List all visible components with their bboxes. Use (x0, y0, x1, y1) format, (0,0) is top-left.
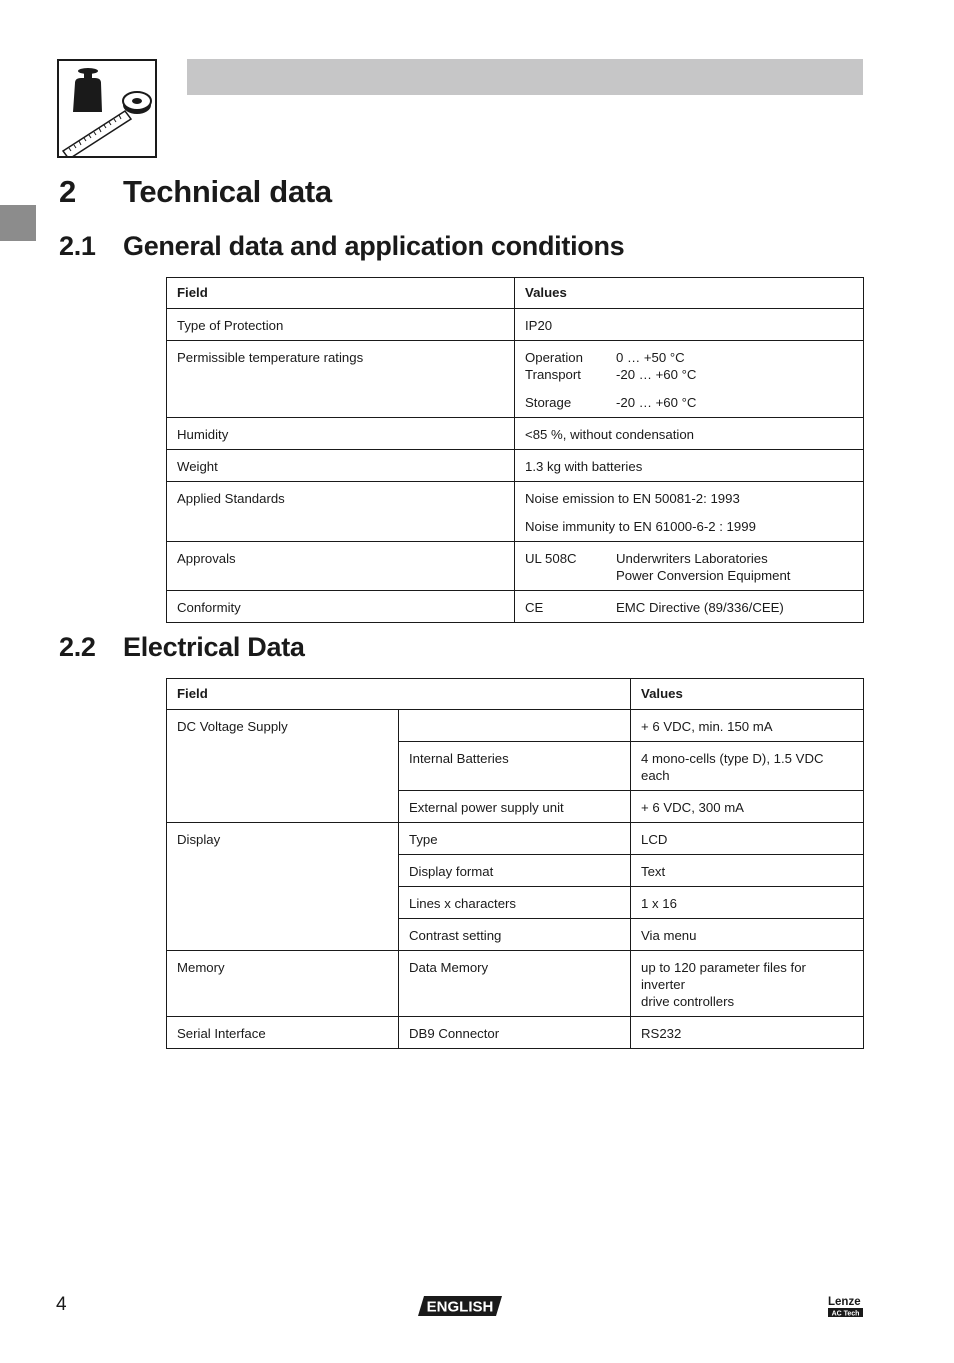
table-row: Contrast setting Via menu (167, 919, 864, 951)
table-row: Memory Data Memory up to 120 parameter files for inverter drive controllers (167, 951, 864, 1017)
table-row: Lines x characters 1 x 16 (167, 887, 864, 919)
svg-text:Lenze: Lenze (828, 1296, 861, 1308)
general-data-table (166, 277, 864, 623)
table-row: External power supply unit + 6 VDC, 300 mA (167, 791, 864, 823)
table-row: Internal Batteries 4 mono-cells (type D), 1.5 VDC each (167, 742, 864, 791)
lenze-logo (827, 1294, 864, 1318)
table-row: Display format Text (167, 855, 864, 887)
table-row: Serial Interface DB9 Connector RS232 (167, 1017, 864, 1049)
table-header-row (167, 679, 864, 710)
chapter-tab (0, 205, 36, 241)
chapter-heading: 2 Technical data (59, 174, 332, 209)
table-row: Permissible temperature ratings Operation 0 … +50 °C Transport -20 … +60 °C Storage -20 … +60 °C (167, 341, 864, 418)
header-bar (187, 59, 863, 95)
table-row: Display Type LCD (167, 823, 864, 855)
table-row: Humidity <85 %, without condensation (167, 418, 864, 450)
header-values: Values (631, 679, 864, 710)
header-field: Field (167, 278, 515, 309)
table-row: Weight 1.3 kg with batteries (167, 450, 864, 482)
language-badge (418, 1296, 502, 1316)
table-row: Approvals UL 508C Underwriters Laboratories Power Conversion Equipment (167, 542, 864, 591)
header-values: Values (515, 278, 864, 309)
electrical-data-table (166, 678, 864, 1049)
table-header-row (167, 278, 864, 309)
weight-and-tape-measure-icon (57, 59, 157, 158)
header-field: Field (167, 679, 631, 710)
page-number: 4 (56, 1294, 67, 1315)
table-row: DC Voltage Supply + 6 VDC, min. 150 mA (167, 710, 864, 742)
section-heading-general: 2.1 General data and application conditions (59, 231, 625, 261)
table-row: Conformity CE EMC Directive (89/336/CEE) (167, 591, 864, 623)
svg-text:AC Tech: AC Tech (831, 1310, 860, 1318)
table-row: Applied Standards Noise emission to EN 50081-2: 1993 Noise immunity to EN 61000-6-2 : 1999 (167, 482, 864, 542)
table-row: Type of Protection IP20 (167, 309, 864, 341)
section-heading-electrical: 2.2 Electrical Data (59, 632, 305, 662)
svg-text:ENGLISH: ENGLISH (426, 1298, 494, 1316)
